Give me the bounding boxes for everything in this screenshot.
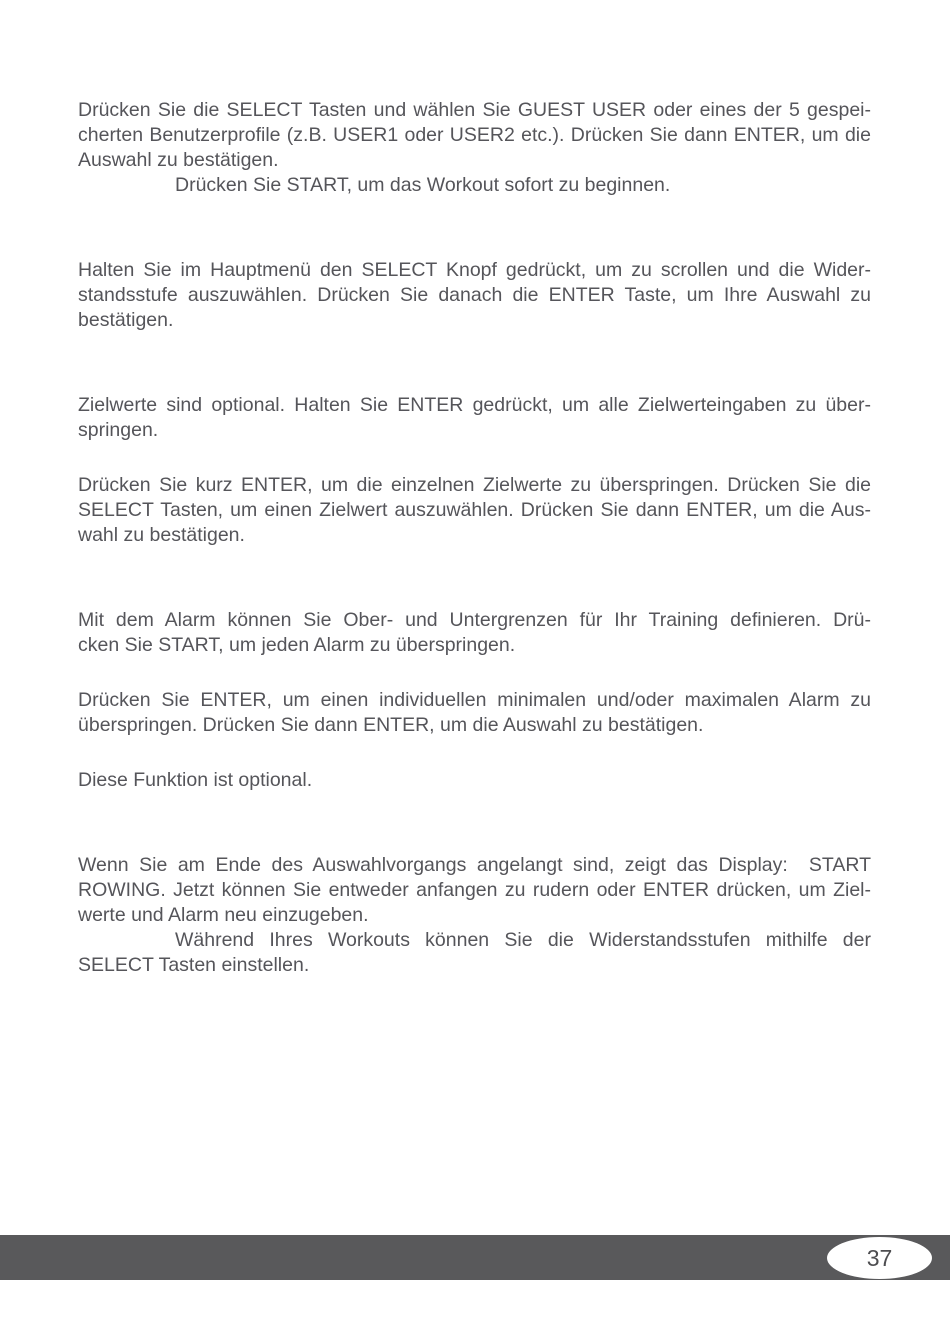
text-line: ROWING. Jetzt können Sie entweder anfangen zu rudern oder ENTER drücken, um Ziel- — [78, 879, 871, 901]
paragraph-target-values-select — [78, 473, 871, 548]
text-line: SELECT Tasten einstellen. — [78, 954, 310, 976]
text-line: Drücken Sie kurz ENTER, um die einzelnen Zielwerte zu überspringen. Drücken Sie die — [78, 474, 871, 496]
text-line: Mit dem Alarm können Sie Ober- und Untergrenzen für Ihr Training definieren. Drü- — [78, 609, 871, 631]
text-line: SELECT Tasten, um einen Zielwert auszuwählen. Drücken Sie dann ENTER, um die Aus- — [78, 499, 871, 521]
paragraph-resistance-level — [78, 258, 871, 333]
paragraph-user-selection — [78, 98, 871, 198]
text-line-indented: Während Ihres Workouts können Sie die Widerstandsstufen mithilfe der — [175, 929, 871, 951]
text-line-indented: Drücken Sie START, um das Workout sofort zu beginnen. — [175, 174, 671, 196]
text-line: Diese Funktion ist optional. — [78, 769, 313, 791]
text-line: werte und Alarm neu einzugeben. — [78, 904, 369, 926]
text-line: cherten Benutzerprofile (z.B. USER1 oder USER2 etc.). Drücken Sie dann ENTER, um die — [78, 124, 871, 146]
manual-text-block — [78, 98, 871, 978]
text-line: Halten Sie im Hauptmenü den SELECT Knopf gedrückt, um zu scrollen und die Wider- — [78, 259, 871, 281]
paragraph-alarm-individual — [78, 688, 871, 738]
text-line: Drücken Sie die SELECT Tasten und wählen Sie GUEST USER oder eines der 5 gespei- — [78, 99, 871, 121]
text-line: Auswahl zu bestätigen. — [78, 149, 279, 171]
text-line: wahl zu bestätigen. — [78, 524, 245, 546]
text-line: bestätigen. — [78, 309, 174, 331]
paragraph-function-optional — [78, 768, 871, 793]
text-line: Drücken Sie ENTER, um einen individuellen minimalen und/oder maximalen Alarm zu — [78, 689, 871, 711]
text-line: cken Sie START, um jeden Alarm zu überspringen. — [78, 634, 516, 656]
footer-bar — [0, 1235, 950, 1280]
page-number-badge — [827, 1237, 932, 1279]
text-line: Wenn Sie am Ende des Auswahlvorgangs angelangt sind, zeigt das Display: START — [78, 854, 871, 876]
paragraph-start-rowing — [78, 853, 871, 978]
paragraph-alarm-limits — [78, 608, 871, 658]
text-line: standsstufe auszuwählen. Drücken Sie danach die ENTER Taste, um Ihre Auswahl zu — [78, 284, 871, 306]
page-number: 37 — [866, 1244, 893, 1271]
text-line: Zielwerte sind optional. Halten Sie ENTER gedrückt, um alle Zielwerteingaben zu über- — [78, 394, 871, 416]
paragraph-target-values-optional — [78, 393, 871, 443]
text-line: überspringen. Drücken Sie dann ENTER, um die Auswahl zu bestätigen. — [78, 714, 704, 736]
text-line: springen. — [78, 419, 159, 441]
